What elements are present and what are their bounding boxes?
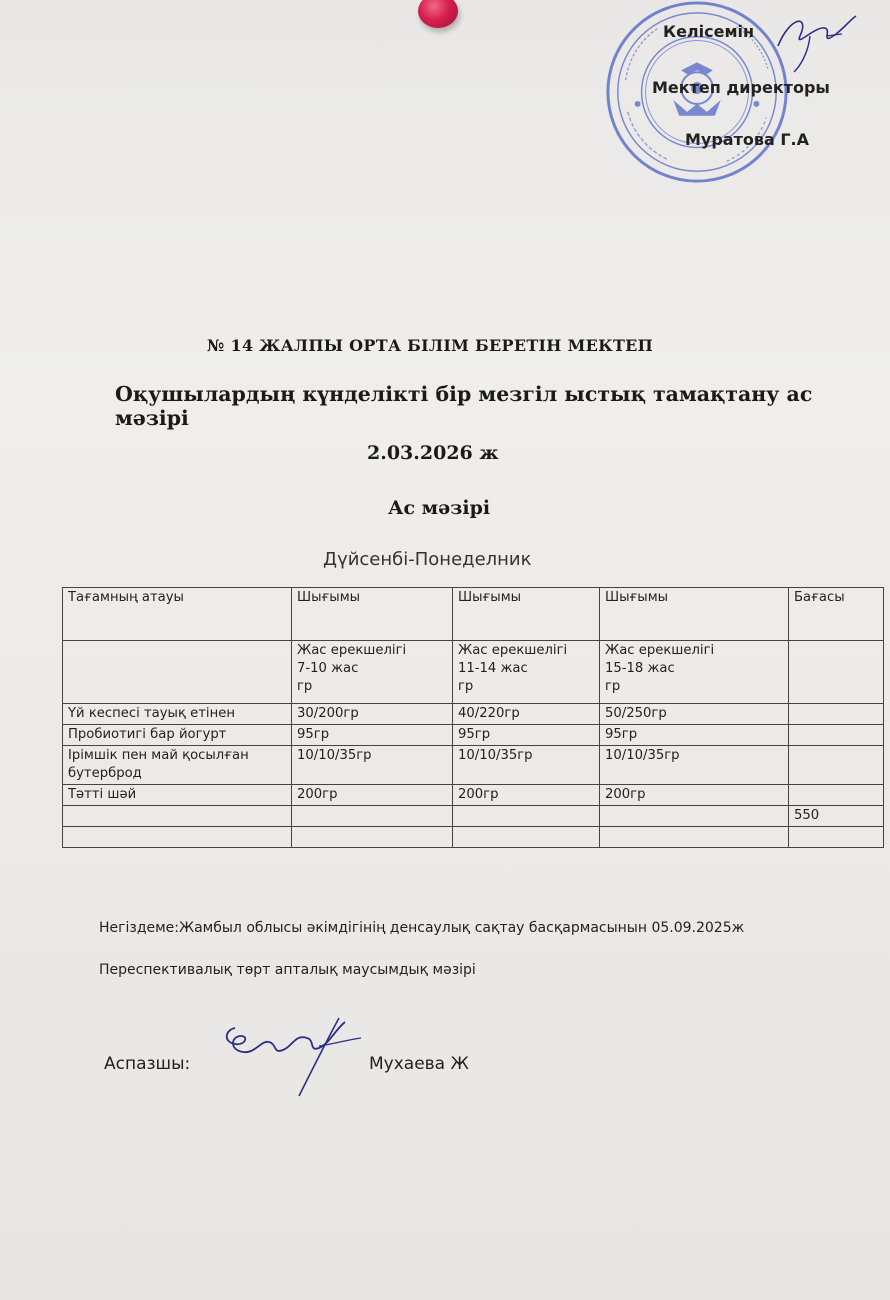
- document-date: 2.03.2026 ж: [367, 442, 499, 464]
- basis-note-continued: Переспективалық төрт апталық маусымдық мәзірі: [99, 962, 476, 978]
- header-yield: Шығымы: [600, 588, 789, 641]
- header-dish-name: Тағамның атауы: [63, 588, 292, 641]
- table-cell: [63, 806, 292, 827]
- yield-value: 95гр: [292, 725, 453, 746]
- yield-value: 200гр: [600, 785, 789, 806]
- yield-value: 10/10/35гр: [600, 746, 789, 785]
- yield-value: 50/250гр: [600, 704, 789, 725]
- empty-row: [63, 827, 884, 848]
- total-row: [63, 806, 884, 827]
- table-cell: [292, 827, 453, 848]
- table-cell: [63, 827, 292, 848]
- age-group-cell: Жас ерекшелігі 7-10 жас гр: [292, 641, 453, 704]
- approval-name: Муратова Г.А: [685, 130, 810, 149]
- approval-position: Мектеп директоры: [652, 78, 830, 97]
- director-signature: [770, 6, 860, 76]
- document-title: Оқушылардың күнделікті бір мезгіл ыстық тамақтану ас мәзірі: [115, 382, 813, 430]
- price-value: [789, 746, 884, 785]
- dish-name: Үй кеспесі тауық етінен: [63, 704, 292, 725]
- total-price: 550: [789, 806, 884, 827]
- dish-name: Ірімшік пен май қосылған бутерброд: [63, 746, 292, 785]
- school-name: № 14 ЖАЛПЫ ОРТА БІЛІМ БЕРЕТІН МЕКТЕП: [207, 336, 654, 355]
- dish-name: Пробиотигі бар йогурт: [63, 725, 292, 746]
- cook-name: Мухаева Ж: [369, 1054, 469, 1074]
- table-cell: [453, 827, 600, 848]
- age-group-row: [63, 641, 884, 704]
- basis-note: Негіздеме:Жамбыл облысы әкімдігінің денсаулық сақтау басқармасынын 05.09.2025ж: [99, 920, 745, 936]
- push-pin: [418, 0, 458, 28]
- table-cell: [453, 806, 600, 827]
- header-yield: Шығымы: [453, 588, 600, 641]
- table-cell: [292, 806, 453, 827]
- weekday-label: Дүйсенбі-Понеделник: [323, 549, 532, 570]
- yield-value: 95гр: [600, 725, 789, 746]
- table-cell: [789, 641, 884, 704]
- table-row: [63, 785, 884, 806]
- yield-value: 40/220гр: [453, 704, 600, 725]
- table-cell: [600, 827, 789, 848]
- price-value: [789, 704, 884, 725]
- menu-table: [62, 587, 884, 848]
- cook-label: Аспазшы:: [104, 1054, 191, 1074]
- table-cell: [600, 806, 789, 827]
- age-group-cell: Жас ерекшелігі 15-18 жас гр: [600, 641, 789, 704]
- yield-value: 200гр: [292, 785, 453, 806]
- table-row: [63, 704, 884, 725]
- yield-value: 10/10/35гр: [453, 746, 600, 785]
- yield-value: 30/200гр: [292, 704, 453, 725]
- price-value: [789, 785, 884, 806]
- dish-name: Тәтті шәй: [63, 785, 292, 806]
- yield-value: 10/10/35гр: [292, 746, 453, 785]
- table-cell: [63, 641, 292, 704]
- price-value: [789, 725, 884, 746]
- header-yield: Шығымы: [292, 588, 453, 641]
- yield-value: 200гр: [453, 785, 600, 806]
- approval-line: Келісемін: [663, 22, 755, 41]
- table-cell: [789, 827, 884, 848]
- header-price: Бағасы: [789, 588, 884, 641]
- table-row: [63, 725, 884, 746]
- age-group-cell: Жас ерекшелігі 11-14 жас гр: [453, 641, 600, 704]
- menu-heading: Ас мәзірі: [388, 497, 491, 519]
- yield-value: 95гр: [453, 725, 600, 746]
- table-row: [63, 746, 884, 785]
- table-header-row: [63, 588, 884, 641]
- cook-signature: [215, 1000, 365, 1100]
